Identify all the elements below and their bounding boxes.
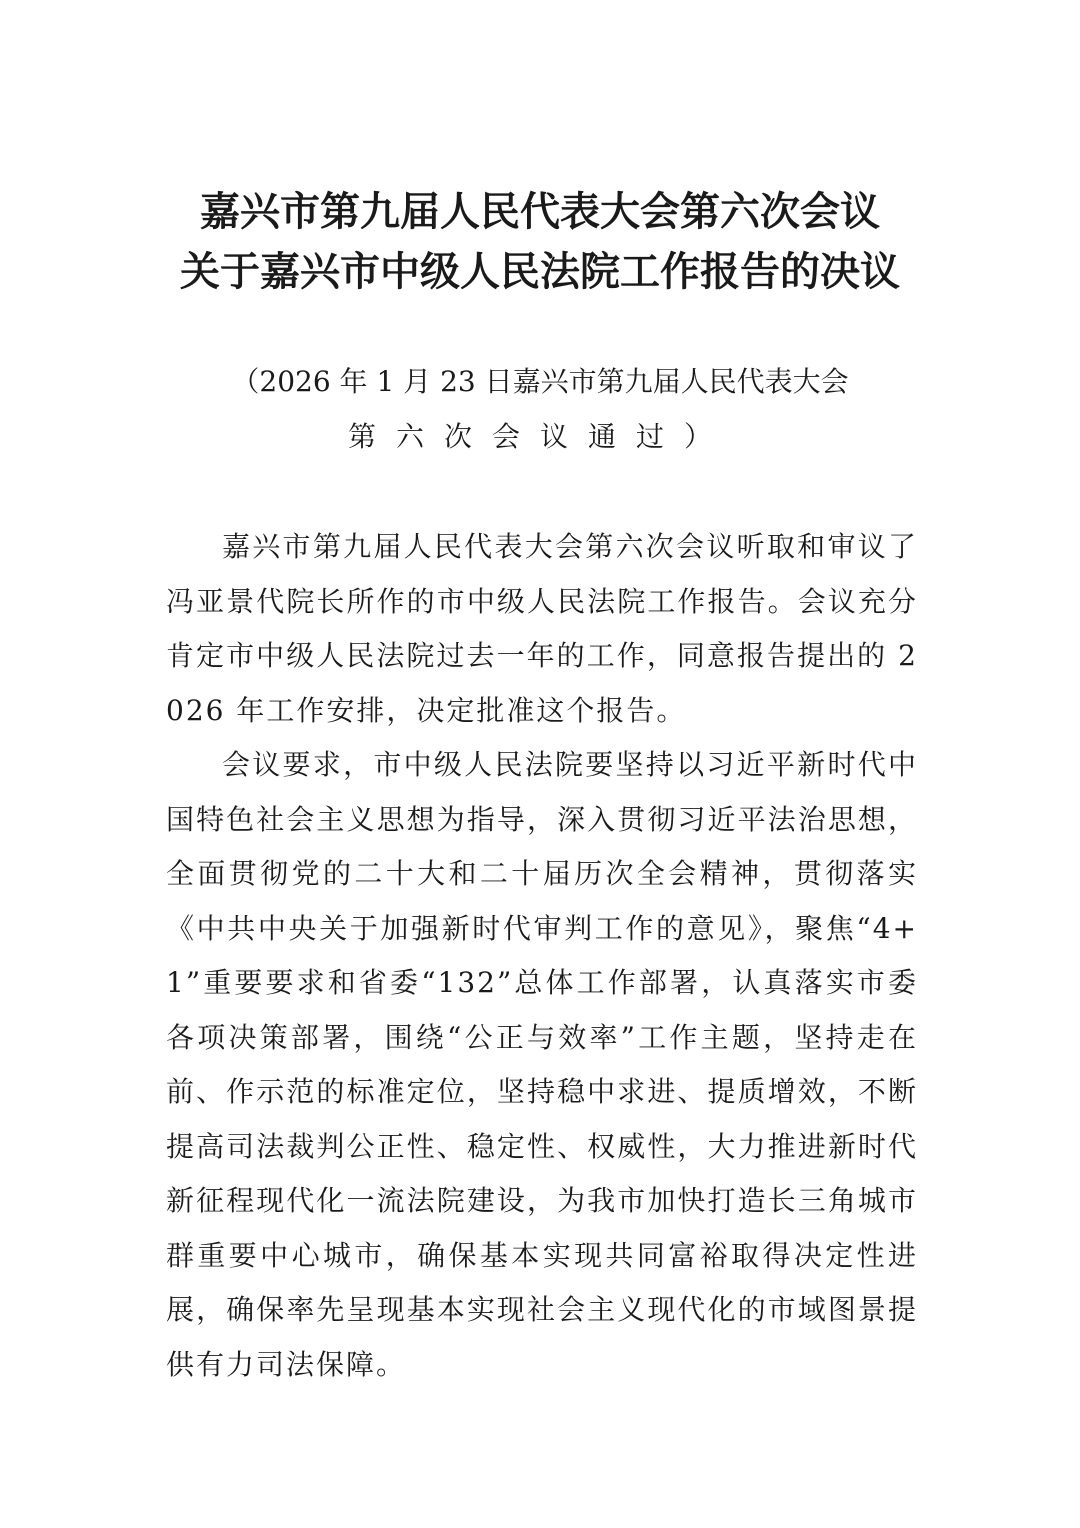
body-paragraph-2: 会议要求，市中级人民法院要坚持以习近平新时代中国特色社会主义思想为指导，深入贯彻习近平法治思想，全面贯彻党的二十大和二十届历次全会精神，贯彻落实《中共中央关于加强新时代审判工作的意见》，聚焦“4+1”重要要求和省委“132”总体工作部署，认真落实市委各项决策部署，围绕“公正与效率”工作主题，坚持走在前、作示范的标准定位，坚持稳中求进、提质增效，不断提高司法裁判公正性、稳定性、权威性，大力推进新时代新征程现代化一流法院建设，为我市加快打造长三角城市群重要中心城市，确保基本实现共同富裕取得决定性进展，确保率先呈现基本实现社会主义现代化的市域图景提供有力司法保障。 xyxy=(166,748,918,1381)
document-title-line-2: 关于嘉兴市中级人民法院工作报告的决议 xyxy=(180,248,900,295)
adoption-note-line-2: 第六次会议通过） xyxy=(347,420,732,453)
adoption-note-line-1: （2026 年 1 月 23 日嘉兴市第九届人民代表大会 xyxy=(231,365,849,398)
body-paragraph-1: 嘉兴市第九届人民代表大会第六次会议听取和审议了冯亚景代院长所作的市中级人民法院工作报告。会议充分肯定市中级人民法院过去一年的工作，同意报告提出的 2026 年工作安排，决定批准这个报告。 xyxy=(166,530,918,727)
document-title-line-1: 嘉兴市第九届人民代表大会第六次会议 xyxy=(200,188,880,235)
document-body xyxy=(166,520,918,1392)
